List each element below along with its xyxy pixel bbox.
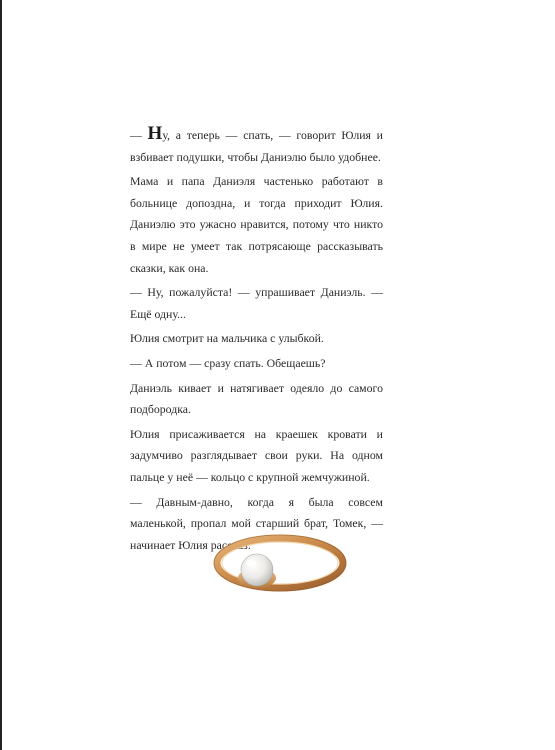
paragraph-6: Даниэль кивает и натягивает одеяло до самого подбородка. bbox=[130, 380, 383, 417]
page-edge bbox=[0, 0, 2, 750]
paragraph-4: Юлия смотрит на мальчика с улыбкой. bbox=[130, 331, 324, 346]
dialog-dash: — bbox=[130, 128, 148, 142]
paragraph-3: — Ну, пожалуйста! — упрашивает Даниэль. — Ещё одну... bbox=[130, 285, 383, 321]
paragraph-1 bbox=[130, 125, 383, 168]
paragraph-2: Мама и папа Даниэля частенько работают в больнице допоздна, и тогда приходит Юлия. Даниэлю это ужасно нравится, потому что никто в мире не умеет так потрясающе рассказывать сказки, как она. bbox=[130, 174, 383, 275]
paragraph-1-text: у, а теперь — спать, — говорит Юлия и взбивает подушки, чтобы Даниэлю было удобнее. bbox=[130, 128, 384, 164]
pearl-ring-illustration bbox=[205, 518, 355, 608]
paragraph-7: Юлия присаживается на краешек кровати и задумчиво разглядывает свои руки. На одном пальце у неё — кольцо с крупной жемчужиной. bbox=[130, 426, 383, 484]
story-text bbox=[130, 125, 383, 559]
ring-band bbox=[217, 538, 343, 588]
pearl bbox=[241, 554, 273, 586]
paragraph-8: — Давным-давно, когда я была совсем маленькой, пропал мой старший брат, Томек, — начинает Юлия рассказ. bbox=[130, 494, 383, 552]
drop-cap: Н bbox=[147, 123, 163, 144]
pearl-ring-icon bbox=[205, 518, 355, 608]
paragraph-5: — А потом — сразу спать. Обещаешь? bbox=[130, 355, 326, 370]
